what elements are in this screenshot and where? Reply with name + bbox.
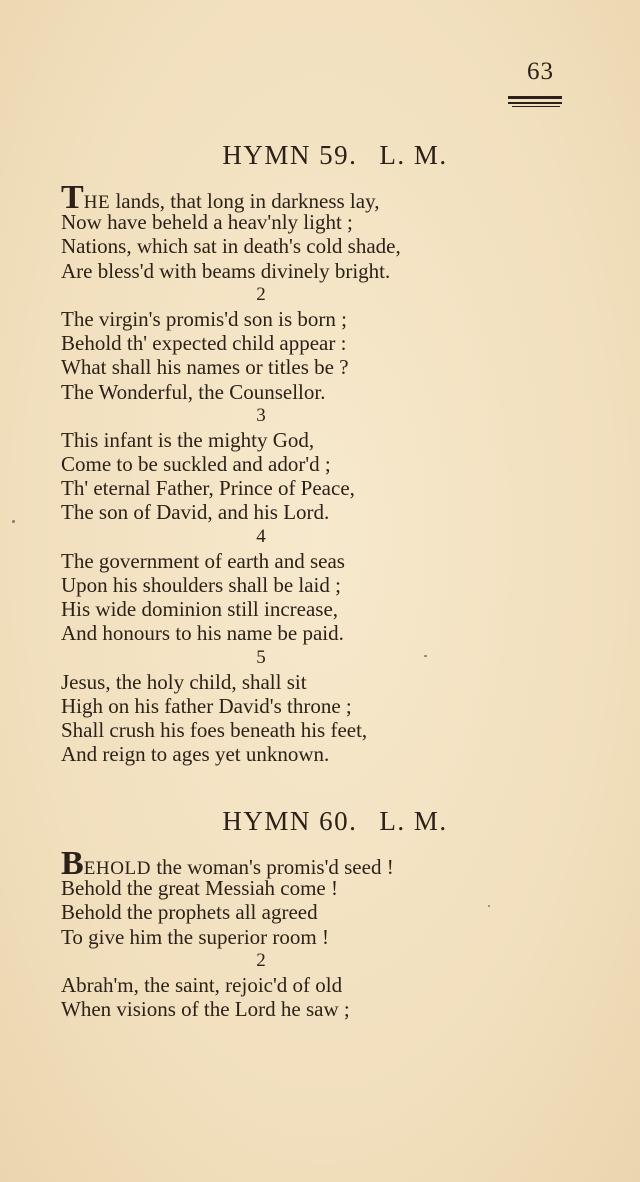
header-rule: [508, 96, 562, 99]
hymn-line: The son of David, and his Lord.: [61, 500, 330, 525]
hymn-line: Come to be suckled and ador'd ;: [61, 452, 331, 477]
hymn-title: [0, 806, 640, 837]
hymn-line: When visions of the Lord he saw ;: [61, 997, 350, 1022]
hymn-line: What shall his names or titles be ?: [61, 355, 349, 380]
verse-number: 2: [256, 283, 266, 305]
hymn-meter: L. M.: [379, 140, 448, 170]
hymn-line: Behold the great Messiah come !: [61, 876, 338, 901]
hymn-number: HYMN 59.: [222, 140, 358, 170]
hymn-line: Shall crush his foes beneath his feet,: [61, 718, 368, 743]
verse-number: 5: [256, 646, 266, 668]
hymn-line: Behold the prophets all agreed: [61, 900, 318, 925]
verse-number: 2: [256, 949, 266, 971]
drop-cap: T: [61, 179, 84, 216]
paper-speck: [488, 905, 490, 907]
hymn-60-text: [61, 845, 621, 1022]
hymn-line: [61, 845, 621, 882]
header-rule: [512, 106, 560, 107]
hymn-line: The virgin's promis'd son is born ;: [61, 306, 348, 331]
hymn-line: Abrah'm, the saint, rejoic'd of old: [61, 972, 343, 997]
hymn-line: High on his father David's throne ;: [61, 693, 352, 718]
hymn-title: [0, 140, 640, 171]
hymn-line: This infant is the mighty God,: [61, 427, 315, 452]
verse-number: 4: [256, 525, 266, 547]
hymn-line: To give him the superior room !: [61, 924, 329, 949]
hymn-59-text: [61, 179, 621, 767]
page-number: 63: [527, 58, 554, 85]
hymn-line: And reign to ages yet unknown.: [61, 742, 330, 767]
hymn-line: Th' eternal Father, Prince of Peace,: [61, 476, 355, 501]
hymn-line: His wide dominion still increase,: [61, 597, 339, 622]
verse-number: 3: [256, 404, 266, 426]
hymn-line: Behold th' expected child appear :: [61, 331, 347, 356]
drop-cap: B: [61, 845, 84, 882]
hymn-meter: L. M.: [379, 806, 448, 836]
hymn-line: And honours to his name be paid.: [61, 621, 344, 646]
hymn-line: [61, 179, 621, 216]
paper-speck: [12, 520, 15, 523]
line-text: the woman's promis'd seed !: [151, 855, 394, 879]
hymn-line: Jesus, the holy child, shall sit: [61, 669, 307, 694]
header-rule: [508, 102, 562, 104]
hymn-line: The government of earth and seas: [61, 548, 345, 573]
paper-speck: [424, 655, 427, 657]
hymn-line: The Wonderful, the Counsellor.: [61, 379, 326, 404]
hymn-number: HYMN 60.: [222, 806, 358, 836]
hymn-line: Are bless'd with beams divinely bright.: [61, 258, 391, 283]
hymn-line: Nations, which sat in death's cold shade,: [61, 234, 401, 259]
hymn-line: Upon his shoulders shall be laid ;: [61, 573, 341, 597]
line-text: lands, that long in darkness lay,: [110, 189, 380, 213]
small-caps: EHOLD: [83, 858, 152, 879]
hymn-line: Now have beheld a heav'nly light ;: [61, 210, 353, 235]
small-caps: HE: [83, 192, 111, 213]
